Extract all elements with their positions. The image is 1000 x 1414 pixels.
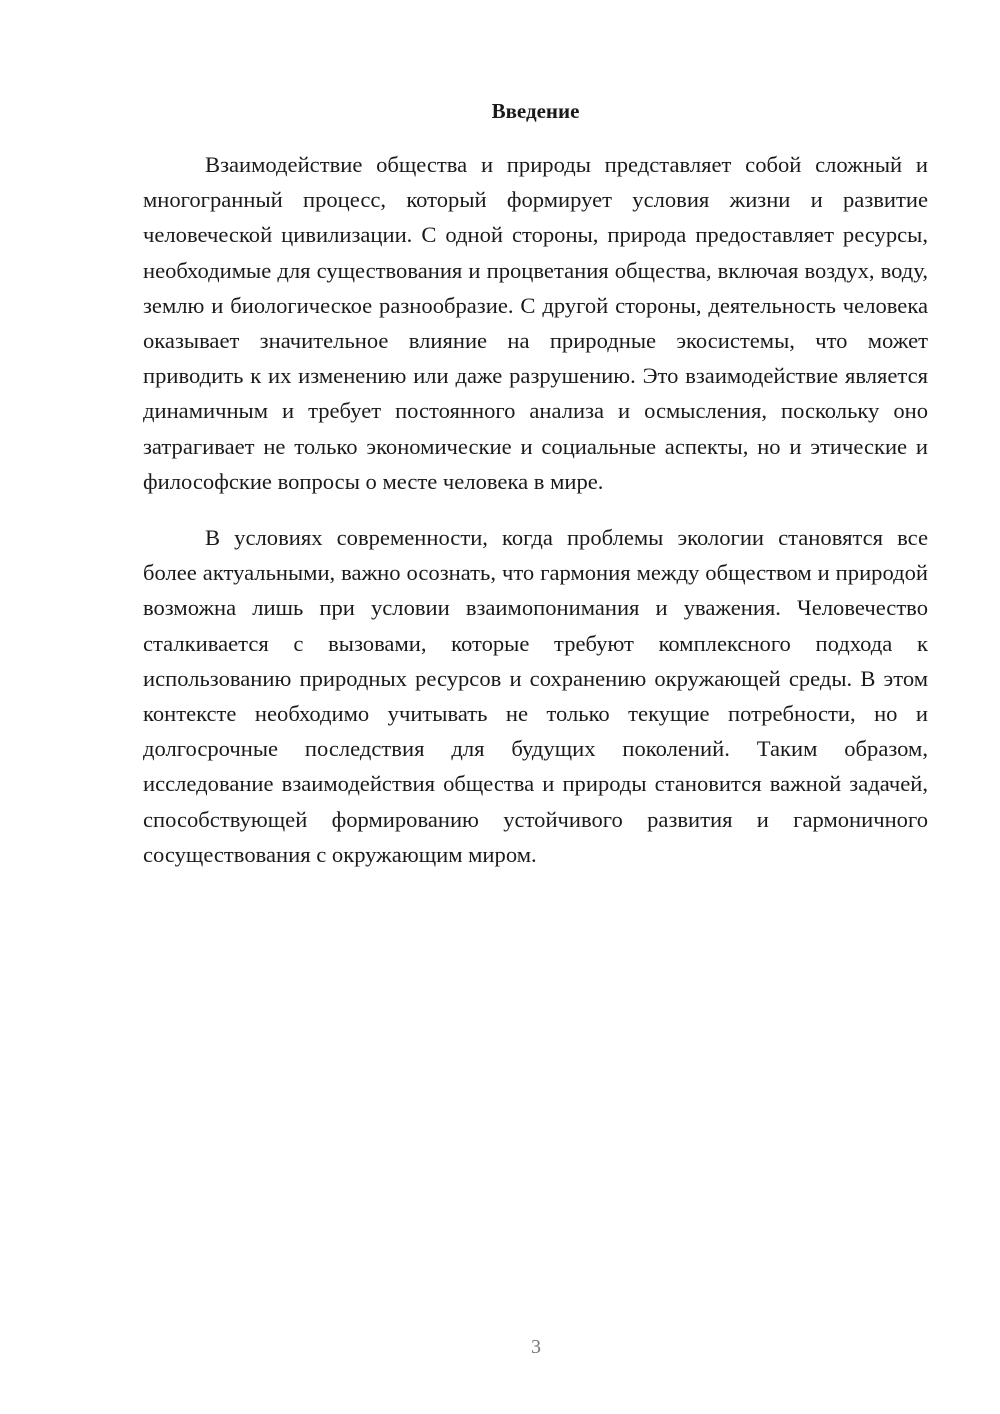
page-number: 3 [531, 1336, 541, 1358]
paragraph-1: Взаимодействие общества и природы представляет собой сложный и многогранный процесс, который формирует условия жизни и развитие человеческой цивилизации. С одной стороны, природа предоставляет ресурсы, необходимые для существования и процветания общества, включая воздух, воду, землю и биологическое разнообразие. С другой стороны, деятельность человека оказывает значительное влияние на природные экосистемы, что может приводить к их изменению или даже разрушению. Это взаимодействие является динамичным и требует постоянного анализа и осмысления, поскольку оно затрагивает не только экономические и социальные аспекты, но и этические и философские вопросы о месте человека в мире. [143, 152, 928, 494]
page-content [143, 96, 928, 872]
paragraph-2: В условиях современности, когда проблемы экологии становятся все более актуальными, важно осознать, что гармония между обществом и природой возможна лишь при условии взаимопонимания и уважения. Человечество сталкивается с вызовами, которые требуют комплексного подхода к использованию природных ресурсов и сохранению окружающей среды. В этом контексте необходимо учитывать не только текущие потребности, но и долгосрочные последствия для будущих поколений. Таким образом, исследование взаимодействия общества и природы становится важной задачей, способствующей формированию устойчивого развития и гармоничного сосуществования с окружающим миром. [143, 525, 928, 867]
page-title: Введение [491, 99, 580, 123]
